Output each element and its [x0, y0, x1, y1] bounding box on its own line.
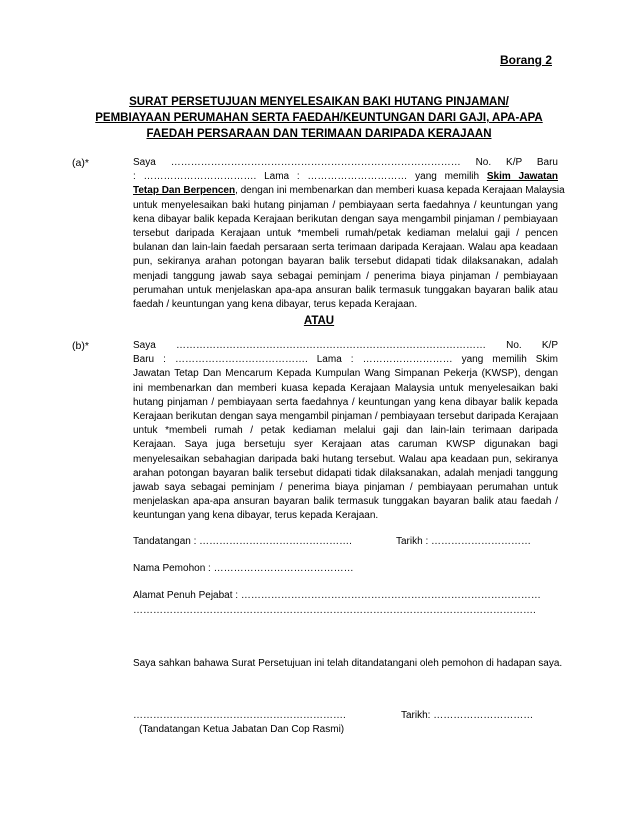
section-b-line: ini membenarkan dan memberi kuasa kepada Kerajaan Malaysia untuk menyelesaikan baki — [133, 382, 558, 394]
section-a-line: untuk menyelesaikan baki hutang pinjaman / pembiayaan serta faedahnya / keuntungan yang — [133, 199, 558, 211]
section-a-line: Saya …………………………………………………………………………… No. K/P Baru — [133, 157, 558, 168]
section-a-marker: (a)* — [72, 157, 89, 169]
section-a-line: bulanan dan lain-lain faedah persaraan serta terimaan daripada Kerajaan. Walau apa keadaan — [133, 242, 558, 254]
section-b-line: Kerajaan berikutan dengan saya mengambil pinjaman / pembiayaan tersebut daripada Kerajaan — [133, 411, 559, 423]
office-address-line-2[interactable]: …………………………………………………………………………………………………………. — [133, 605, 536, 616]
form-number: Borang 2 — [499, 53, 552, 67]
section-b-line: untuk *membeli rumah / petak kediaman melalui gaji dan lain-lain terimaan daripada — [133, 425, 558, 437]
section-b-paragraph — [133, 339, 558, 524]
date-field[interactable]: Tarikh : ………………………… — [396, 536, 532, 547]
section-b-line: Saya ………………………………………………………………………………… No. K/P — [133, 340, 558, 351]
head-date-field[interactable]: Tarikh: ………………………… — [401, 710, 534, 721]
title-line-2: PEMBIAYAAN PERUMAHAN SERTA FAEDAH/KEUNTUNGAN DARI GAJI, APA-APA — [95, 112, 543, 124]
section-b-line: Baru : …………………………………. Lama : ……………………… yang memilih Skim — [133, 354, 558, 366]
section-a-paragraph — [133, 156, 565, 312]
applicant-name-field[interactable]: Nama Pemohon : …………………………………… — [133, 563, 354, 574]
confirmation-text: Saya sahkan bahawa Surat Persetujuan ini telah ditandatangani oleh pemohon di hadapan saya. — [133, 658, 563, 669]
scheme-type: Tetap Dan Berpencen — [133, 185, 236, 197]
section-b-line: menyelesaikan sebahagian daripada baki hutang tersebut. Walau apa keadaan pun, sekiranya — [133, 453, 558, 465]
section-b-line: Jawatan Tetap Dan Mencarum Kepada Kumpulan Wang Simpanan Pekerja (KWSP), dengan — [133, 368, 558, 380]
office-address-field[interactable]: Alamat Penuh Pejabat : ……………………………………………………………………………… — [133, 590, 541, 601]
section-a-line: Tetap Dan Berpencen, dengan ini membenarkan dan memberi kuasa kepada Kerajaan Malaysia — [133, 185, 565, 197]
section-a-line: perumahan untuk menjelaskan apa-apa ansuran balik termasuk tunggakan bayaran balik atau — [133, 284, 558, 296]
section-a-line: : ……………………………. Lama : ………………………… yang memilih Skim Jawatan — [133, 171, 559, 183]
section-b-marker: (b)* — [72, 340, 89, 352]
section-b-line: jawab saya sebagai peminjam / penerima biaya pinjaman / pembiayaan perumahan untuk — [133, 482, 558, 494]
signature-field[interactable]: Tandatangan : ………………………………………. — [133, 536, 352, 547]
scheme-label: Skim Jawatan — [486, 171, 559, 183]
section-a-line: faedah / keuntungan yang kena dibayar, terus kepada Kerajaan. — [133, 299, 418, 311]
title-line-1: SURAT PERSETUJUAN MENYELESAIKAN BAKI HUTANG PINJAMAN/ — [129, 96, 509, 108]
section-b-line: keuntungan yang kena dibayar, terus kepada Kerajaan. — [133, 510, 379, 522]
section-a-line: menjadi tanggung jawab saya sebagai peminjam / penerima biaya pinjaman / pembiayaan — [133, 270, 558, 282]
section-b-line: arahan potongan bayaran balik tersebut didapati tidak dilaksanakan, adalah menjadi tanggung — [133, 467, 558, 479]
letter-title — [60, 94, 578, 142]
section-b-line: menjelaskan apa-apa ansuran bayaran balik termasuk tunggakan bayaran balik atau faedah / — [133, 496, 558, 508]
section-a-line: pun, sekiranya arahan potongan bayaran balik tersebut didapati tidak dilaksanakan, adalah — [133, 256, 558, 268]
section-a-line: tersebut daripada Kerajaan untuk *membeli rumah/petak kediaman melalui gaji / pencen — [133, 228, 558, 240]
head-signature-caption: (Tandatangan Ketua Jabatan Dan Cop Rasmi) — [139, 724, 345, 735]
head-signature-field[interactable]: ………………………………………………………. — [133, 710, 346, 721]
separator-atau: ATAU — [303, 315, 335, 327]
section-b-line: hutang pinjaman / pembiayaan serta faedahnya / keuntungan yang kena dibayar balik kepada — [133, 396, 558, 408]
section-b-line: Kerajaan. Saya juga bersetuju syer Kerajaan atas caruman KWSP digunakan bagi — [133, 439, 558, 451]
title-line-3: FAEDAH PERSARAAN DAN TERIMAAN DARIPADA KERAJAAN — [146, 128, 492, 140]
section-a-line: kena dibayar balik kepada Kerajaan berikutan dengan saya mengambil pinjaman / pembiayaan — [133, 213, 558, 225]
